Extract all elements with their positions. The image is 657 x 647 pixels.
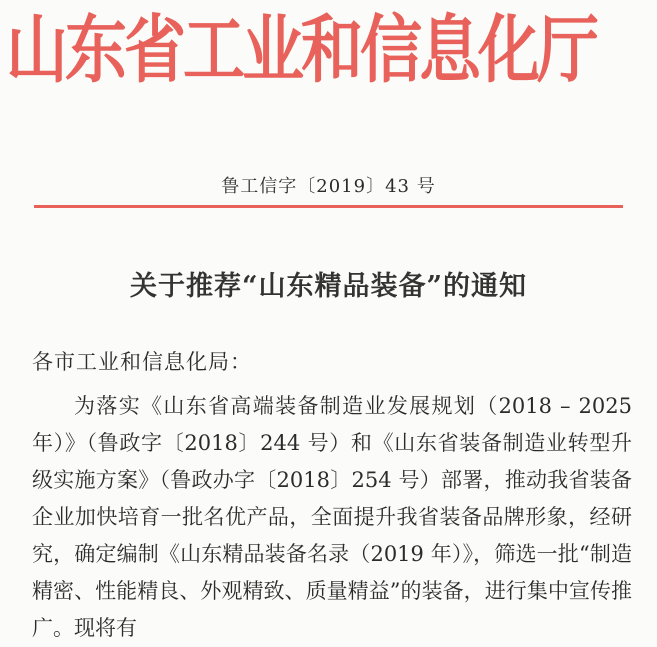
document-number: 鲁工信字〔2019〕43 号 [221, 176, 436, 197]
notice-title: 关于推荐“山东精品装备”的通知 [129, 271, 528, 302]
red-divider-rule [34, 205, 623, 208]
salutation: 各市工业和信息化局： [32, 350, 252, 374]
issuer-masthead: 山东省工业和信息化厅 [6, 11, 597, 92]
body-paragraph: 为落实《山东省高端装备制造业发展规划（2018 – 2025 年）》（鲁政字〔2018〕244 号）和《山东省装备制造业转型升级实施方案》（鲁政办字〔2018〕254 号）部署，推动我省装备企业加快培育一批名优产品，全面提升我省装备品牌形象，经研究，确定编制《山东精品装备名录（2019 年）》，筛选一批“制造精密、性能精良、外观精致、质量精益”的装备，进行集中宣传推广。现将有 [32, 394, 632, 640]
